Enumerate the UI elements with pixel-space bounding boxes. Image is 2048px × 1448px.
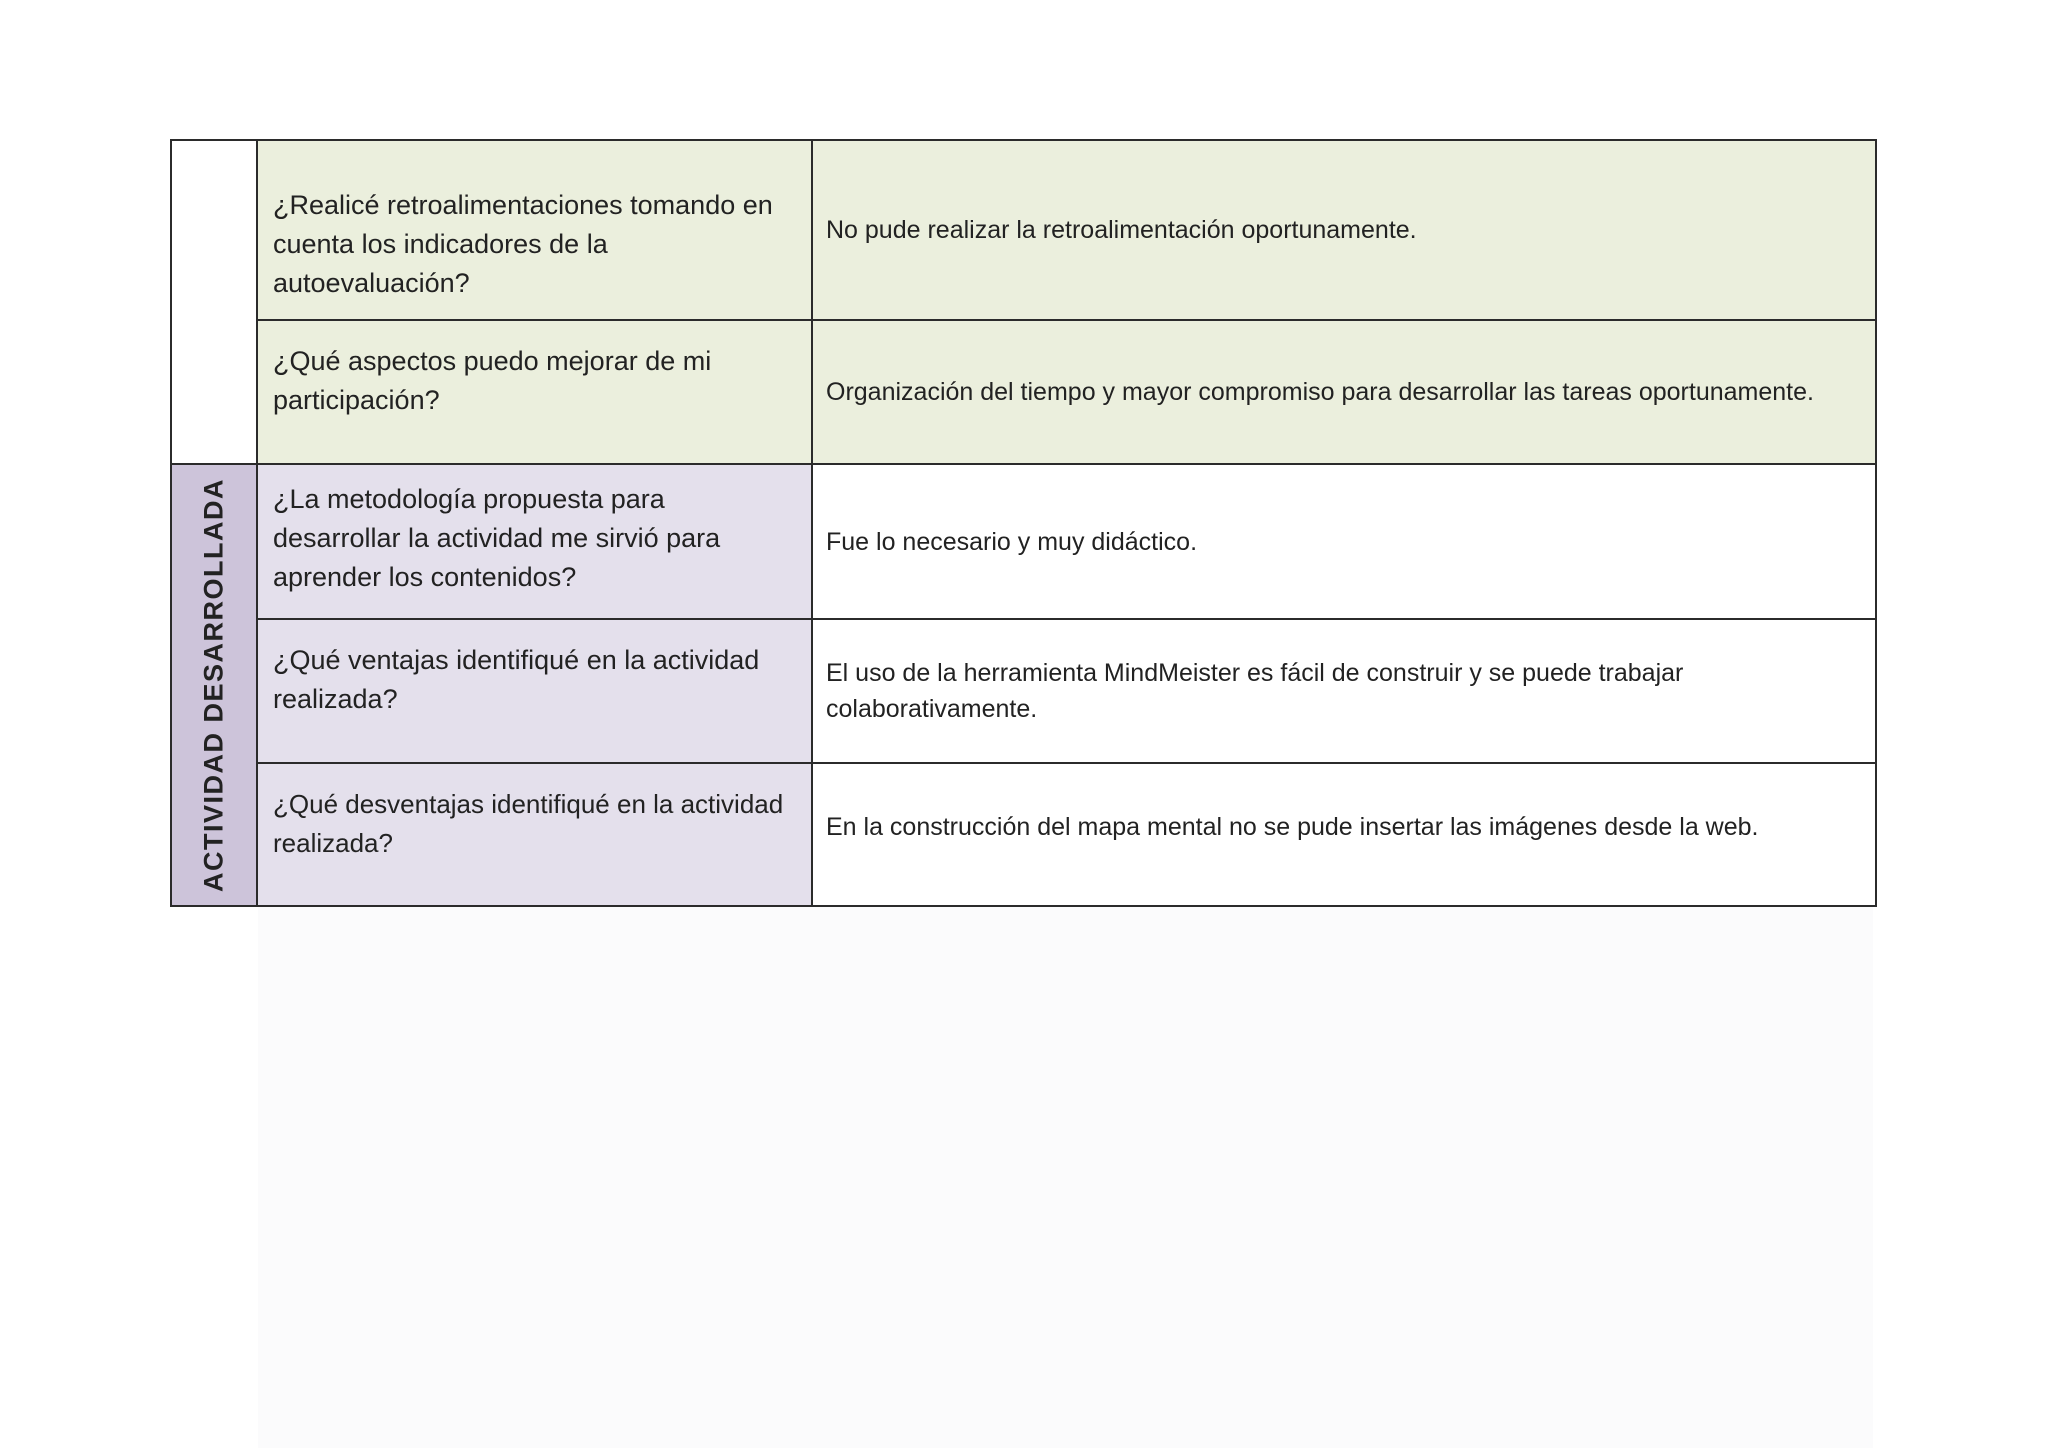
question-text: ¿Qué ventajas identifiqué en la actividad realizada?	[273, 645, 760, 714]
question-cell	[257, 619, 812, 763]
section-label-cell	[171, 464, 257, 906]
question-cell	[257, 464, 812, 619]
answer-cell	[812, 763, 1876, 906]
answer-text: En la construcción del mapa mental no se pude insertar las imágenes desde la web.	[826, 812, 1759, 841]
table-row	[171, 140, 1876, 320]
section-label: ACTIVIDAD DESARROLLADA	[198, 478, 229, 892]
question-cell	[257, 140, 812, 320]
answer-text: Organización del tiempo y mayor compromiso para desarrollar las tareas oportunamente.	[826, 378, 1814, 406]
table-row	[171, 320, 1876, 464]
question-cell	[257, 763, 812, 906]
table-row	[171, 619, 1876, 763]
question-text: ¿Realicé retroalimentaciones tomando en cuenta los indicadores de la autoevaluación?	[273, 189, 773, 298]
page-background-band	[258, 905, 1873, 1448]
question-text: ¿Qué desventajas identifiqué en la actividad realizada?	[273, 788, 784, 858]
answer-text: El uso de la herramienta MindMeister es fácil de construir y se puede trabajar colaborativamente.	[826, 659, 1684, 723]
answer-text: Fue lo necesario y muy didáctico.	[826, 527, 1198, 556]
answer-cell	[812, 140, 1876, 320]
question-cell	[257, 320, 812, 464]
section-cell-empty	[171, 140, 257, 464]
answer-text: No pude realizar la retroalimentación oportunamente.	[826, 215, 1417, 244]
answer-cell	[812, 619, 1876, 763]
reflection-table	[170, 139, 1877, 907]
table-row	[171, 464, 1876, 619]
answer-cell	[812, 464, 1876, 619]
table-row	[171, 763, 1876, 906]
answer-cell	[812, 320, 1876, 464]
question-text: ¿La metodología propuesta para desarrollar la actividad me sirvió para aprender los contenidos?	[273, 484, 721, 592]
question-text: ¿Qué aspectos puedo mejorar de mi participación?	[273, 346, 712, 415]
